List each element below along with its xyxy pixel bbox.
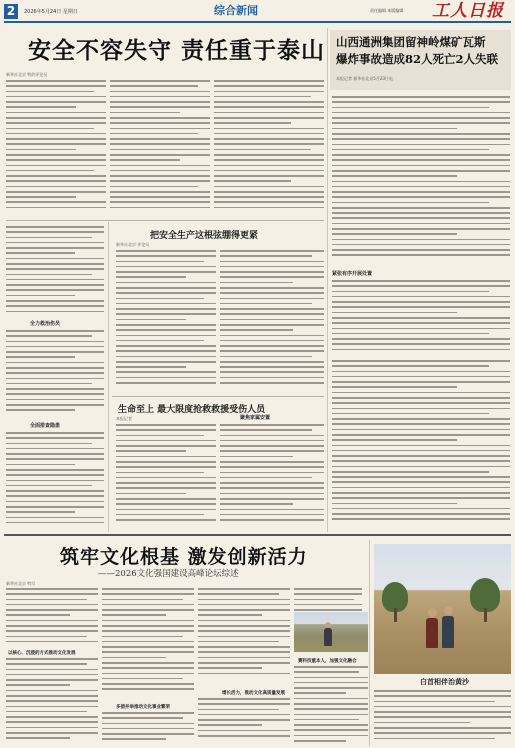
culture-col2-b	[102, 712, 194, 746]
column-rule-right	[327, 28, 328, 532]
desert-photo	[374, 544, 511, 674]
newspaper-logo: 工人日报	[432, 1, 504, 21]
rescue-body-col2	[220, 424, 324, 530]
right-byline: 本报记者 新华社北京5月23日电	[336, 76, 393, 81]
issue-date: 2026年5月24日 星期日	[24, 9, 78, 15]
rescue-body-col1	[116, 424, 216, 530]
culture-subheadline: ——2026文化强国建设高峰论坛综述	[98, 569, 239, 579]
middle-body-col2	[220, 250, 324, 390]
lead-body-col3	[214, 80, 324, 218]
lead-divider	[6, 220, 324, 221]
column-rule-bottom	[369, 540, 370, 746]
left-body-a	[6, 226, 104, 316]
right-body-mid	[332, 280, 510, 354]
column-rule-left	[108, 222, 109, 532]
right-subhead-a: 紧张有序开展处置	[332, 271, 373, 277]
section-title: 综合新闻	[214, 4, 258, 17]
rescue-headline: 生命至上 最大限度抢救救援受伤人员	[118, 405, 266, 415]
culture-col3-a	[198, 588, 290, 686]
left-subhead-a: 全力救治伤员	[30, 321, 61, 327]
culture-col1-b	[6, 658, 98, 746]
lead-headline: 安全不容失守 责任重于泰山	[28, 37, 326, 64]
lead-body-col2	[110, 80, 210, 218]
photo-caption-body	[374, 690, 511, 746]
culture-mid-label: 赛科技重本人，加强文化融合	[298, 659, 357, 664]
page-number: 2	[4, 4, 18, 19]
culture-col2-a	[102, 588, 194, 700]
right-body-lower	[332, 360, 510, 530]
culture-col3-b	[198, 698, 290, 746]
culture-subhead-a: 以核心、沉浸的方式推动文化发展	[8, 651, 76, 656]
left-body-c	[6, 432, 104, 530]
middle-headline: 把安全生产这根弦绷得更紧	[150, 231, 259, 241]
culture-photo	[294, 612, 368, 652]
middle-body-col1	[116, 250, 216, 390]
left-body-b	[6, 330, 104, 418]
right-body-top	[332, 96, 510, 264]
culture-byline: 新华社北京 特写	[6, 581, 36, 586]
photo-caption: 白首相伴治黄沙	[420, 678, 469, 686]
rescue-byline: 本报记者	[116, 416, 132, 421]
left-subhead-b: 全面排查隐患	[30, 423, 61, 429]
lead-body-col1	[6, 80, 106, 218]
edition-note: 责任编辑 本版编辑	[370, 8, 404, 13]
culture-subhead-b: 多措并举推动文化事业繁荣	[116, 705, 170, 710]
culture-col4-b	[294, 666, 368, 746]
culture-subhead-c: 增长活力，推动文化高质量发展	[222, 691, 285, 696]
section-divider	[4, 534, 511, 536]
right-headline-line2: 爆炸事故造成82人死亡2人失联	[336, 52, 499, 66]
rescue-subhead: 聚焦家属安置	[240, 415, 271, 421]
right-headline-line1: 山西通洲集团留神岭煤矿瓦斯	[336, 35, 486, 49]
culture-headline: 筑牢文化根基 激发创新活力	[60, 546, 308, 568]
rescue-divider	[112, 396, 324, 397]
culture-col1-a	[6, 588, 98, 648]
right-headline-box	[330, 30, 511, 90]
lead-byline: 新华社北京 特约评论员	[6, 72, 48, 77]
masthead-rule	[4, 21, 511, 23]
middle-byline: 新华社北京 评论员	[116, 242, 150, 247]
